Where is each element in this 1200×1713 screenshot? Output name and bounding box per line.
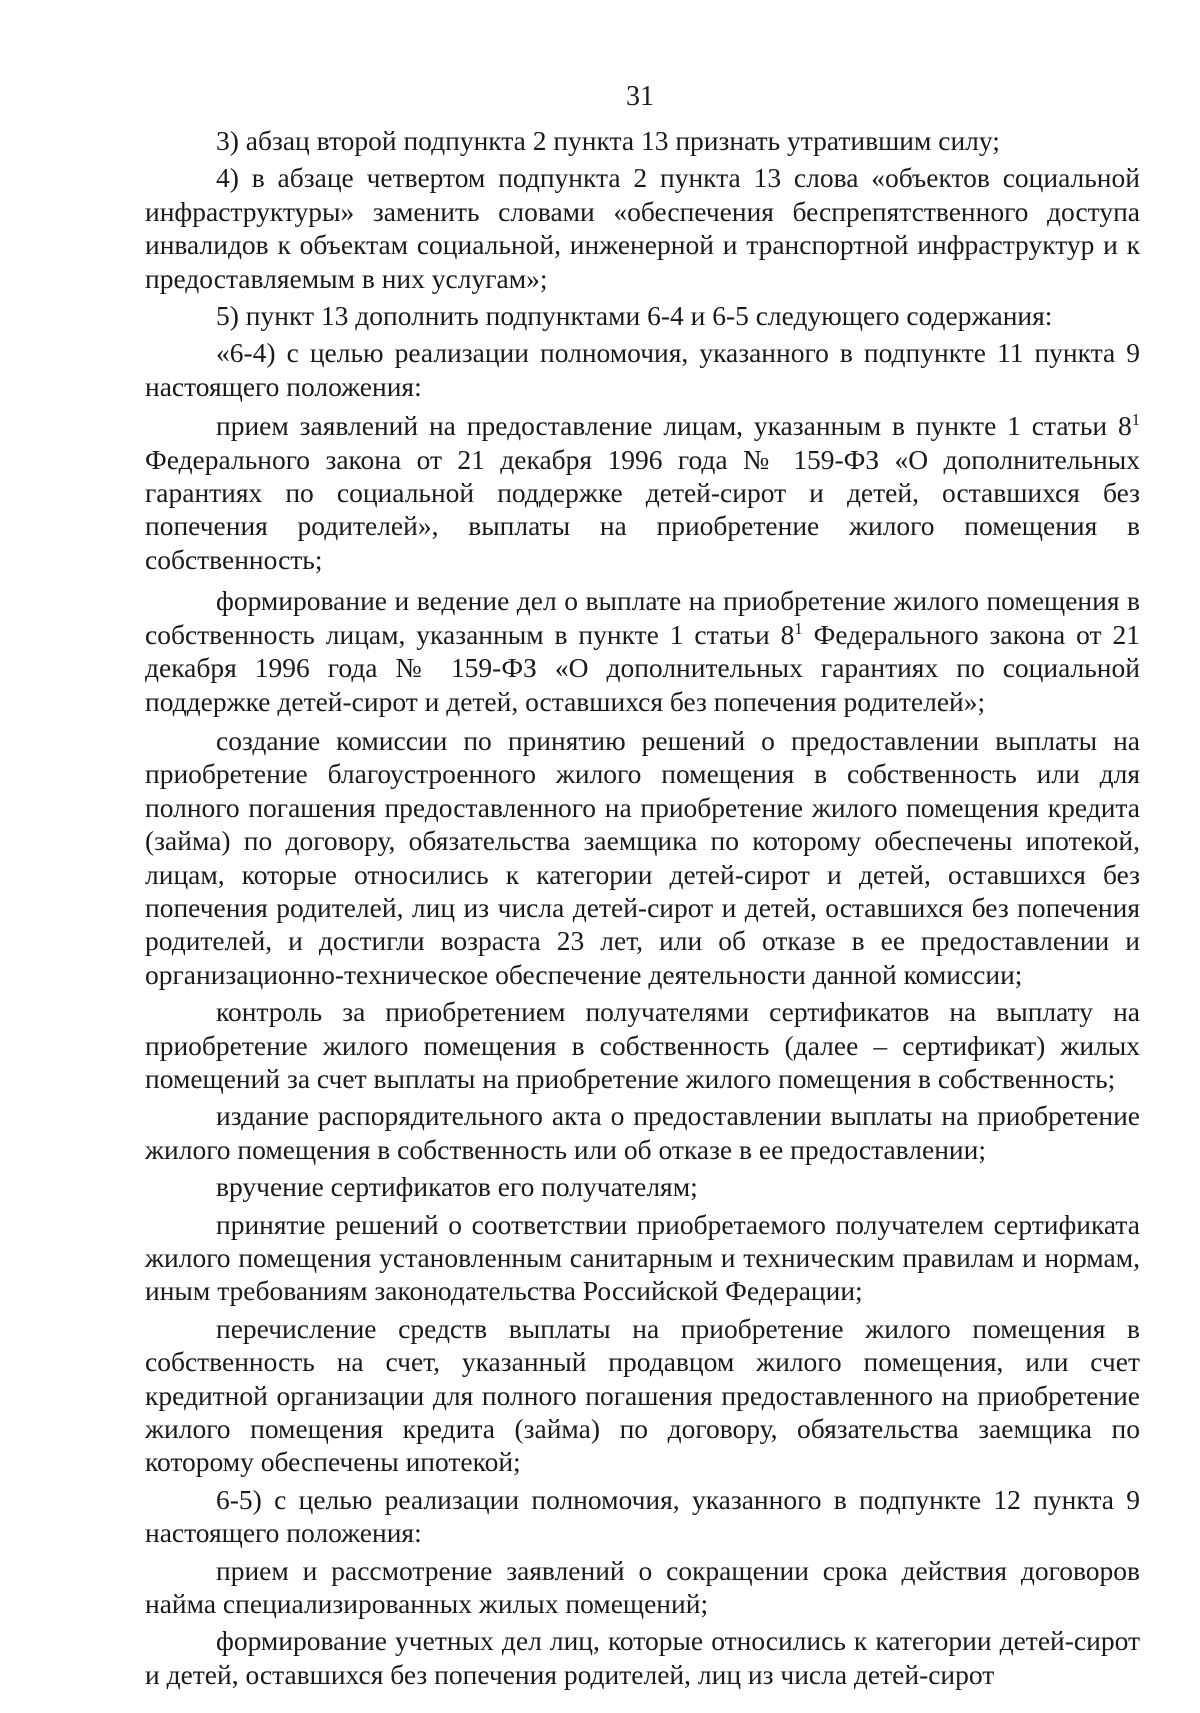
paragraph-5-after: Федерального закона от 21 декабря 1996 года № 159-ФЗ «О дополнительных гарантиях по социальной поддержке детей-сирот и детей, оставшихся без попечения родителей», выплаты на приобретение жилого помещения в собственность;: [145, 443, 1140, 575]
paragraph-2: 4) в абзаце четвертом подпункта 2 пункта 13 слова «объектов социальной инфраструктуры» заменить словами «обеспечения беспрепятственного доступа инвалидов к объектам социальной, инженерной и транспортной инфраструктур и к предоставляемым в них услугам»;: [145, 162, 1140, 294]
paragraph-4: «6-4) с целью реализации полномочия, указанного в подпункте 11 пункта 9 настоящего положения:: [145, 337, 1140, 402]
paragraph-1: 3) абзац второй подпункта 2 пункта 13 признать утратившим силу;: [216, 125, 1000, 156]
paragraph-6: [145, 584, 1140, 718]
paragraph-12: перечисление средств выплаты на приобретение жилого помещения в собственность на счет, указанный продавцом жилого помещения, или счет кредитной организации для полного погашения предоставленного на приобретение жилого помещения кредита (займа) по договору, обязательства заемщика по которому обеспечены ипотекой;: [145, 1312, 1140, 1478]
paragraph-7: создание комиссии по принятию решений о предоставлении выплаты на приобретение благоустроенного жилого помещения в собственность или для полного погашения предоставленного на приобретение жилого помещения кредита (займа) по договору, обязательства заемщика по которому обеспечены ипотекой, лицам, которые относились к категории детей-сирот и детей, оставшихся без попечения родителей, лиц из числа детей-сирот и детей, оставшихся без попечения родителей, и достигли возраста 23 лет, или об отказе в ее предоставлении и организационно-техническое обеспечение деятельности данной комиссии;: [145, 724, 1140, 990]
paragraph-6-after: Федерального закона от 21 декабря 1996 года № 159-ФЗ «О дополнительных гарантиях по социальной поддержке детей-сирот и детей, оставшихся без попечения родителей»;: [145, 618, 1140, 717]
paragraph-3: 5) пункт 13 дополнить подпунктами 6-4 и 6-5 следующего содержания:: [216, 300, 1053, 332]
paragraph-15: формирование учетных дел лиц, которые относились к категории детей-сирот и детей, оставшихся без попечения родителей, лиц из числа детей-сирот: [145, 1625, 1140, 1690]
paragraph-5: [145, 409, 1140, 576]
paragraph-8: контроль за приобретением получателями сертификатов на выплату на приобретение жилого помещения в собственность (далее – сертификат) жилых помещений за счет выплаты на приобретение жилого помещения в собственность;: [145, 996, 1140, 1094]
paragraph-6-before: формирование и ведение дел о выплате на приобретение жилого помещения в собственность лицам, указанным в пункте 1 статьи 8: [145, 585, 1140, 650]
paragraph-13: 6-5) с целью реализации полномочия, указанного в подпункте 12 пункта 9 настоящего положения:: [145, 1483, 1140, 1549]
superscript-2: 1: [794, 618, 803, 638]
paragraph-9: издание распорядительного акта о предоставлении выплаты на приобретение жилого помещения в собственность или об отказе в ее предоставлении;: [145, 1100, 1140, 1165]
page-number: 31: [626, 81, 654, 112]
paragraph-11: принятие решений о соответствии приобретаемого получателем сертификата жилого помещения установленным санитарным и техническим правилам и нормам, иным требованиям законодательства Российской Федерации;: [145, 1208, 1140, 1307]
document-body: [145, 124, 1140, 1691]
superscript-1: 1: [1131, 410, 1140, 430]
paragraph-5-before: прием заявлений на предоставление лицам, указанным в пункте 1 статьи 8: [216, 410, 1132, 442]
paragraph-14: прием и рассмотрение заявлений о сокращении срока действия договоров найма специализированных жилых помещений;: [145, 1554, 1140, 1620]
paragraph-10: вручение сертификатов его получателям;: [216, 1171, 698, 1203]
